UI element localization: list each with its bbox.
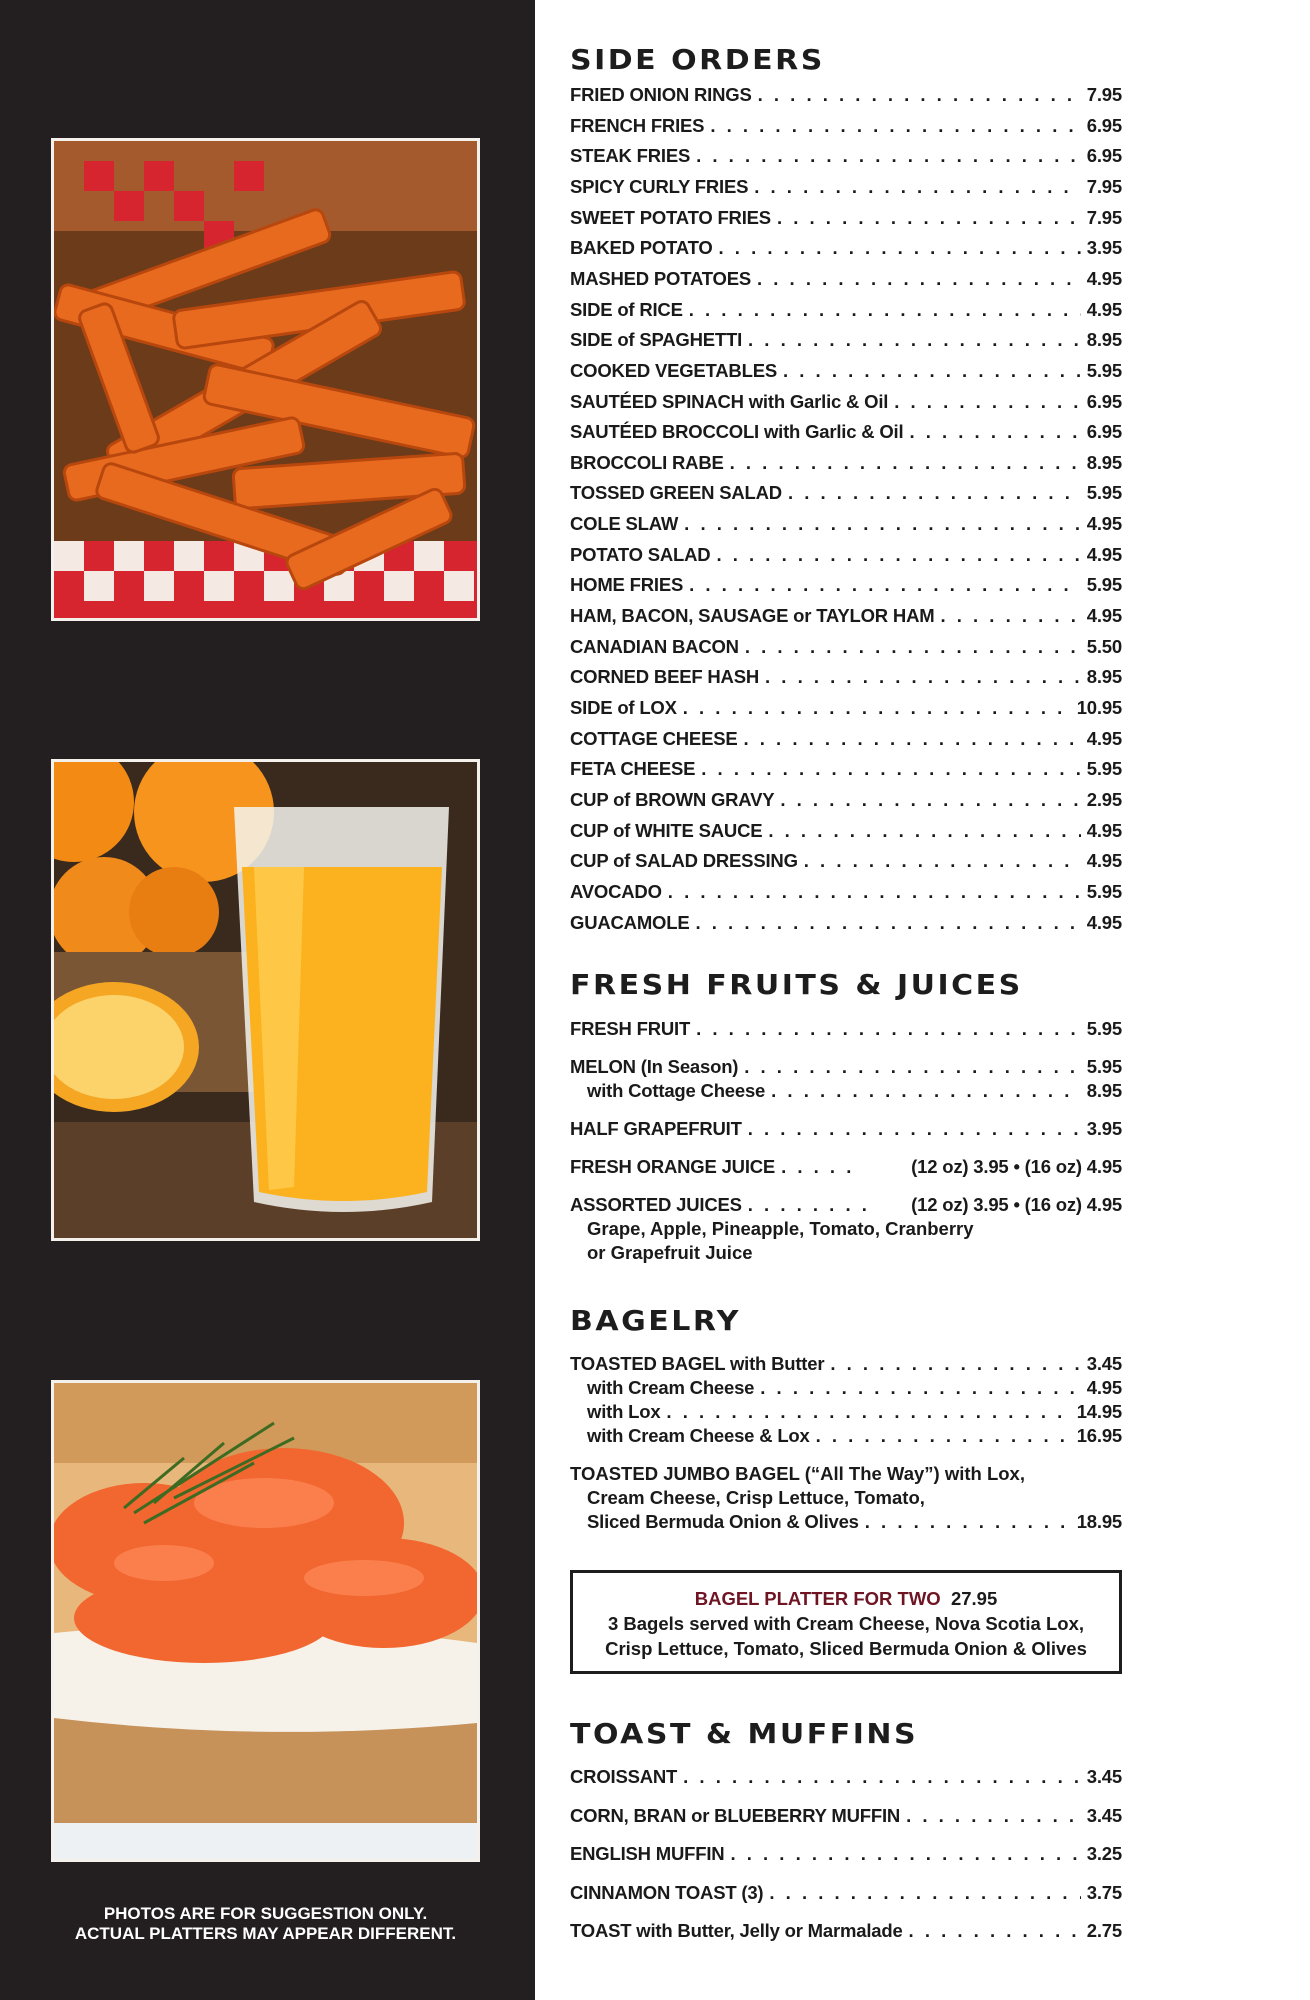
item-name: AVOCADO: [570, 880, 662, 902]
menu-item: Sliced Bermuda Onion & Olives . . . 18.95: [570, 1510, 1122, 1534]
dot-leader: [668, 880, 1081, 904]
menu-item: [570, 788, 1122, 812]
item-price: 2.95: [1086, 788, 1122, 810]
menu-item: [570, 420, 1122, 444]
menu-item: [570, 390, 1122, 414]
item-name: CORNED BEEF HASH: [570, 666, 760, 688]
menu-item: [570, 175, 1122, 199]
item-name: GUACAMOLE: [570, 911, 690, 933]
item-price: 4.95: [1086, 605, 1122, 627]
menu-item: [570, 328, 1122, 352]
item-name: BAKED POTATO: [570, 237, 713, 259]
menu-item: [570, 512, 1122, 536]
item-name: COOKED VEGETABLES: [570, 359, 777, 381]
item-price: 2.75: [1086, 1920, 1122, 1941]
menu-item: [570, 236, 1122, 260]
dot-leader: [780, 788, 1080, 812]
side-orders-heading: SIDE ORDERS: [570, 44, 825, 77]
item-price: 4.95: [1086, 819, 1122, 841]
item-price: 4.95: [1086, 298, 1122, 320]
dot-leader: [748, 328, 1081, 352]
dot-leader: [804, 849, 1081, 873]
dot-leader: [683, 1765, 1081, 1789]
dot-leader: [788, 481, 1081, 505]
item-price: 6.95: [1086, 390, 1122, 412]
menu-item: [570, 451, 1122, 475]
menu-item: [570, 359, 1122, 383]
item-name: FRIED ONION RINGS: [570, 84, 752, 105]
menu-item: [570, 1881, 1122, 1905]
dot-leader: [909, 1919, 1081, 1943]
item-name: CROISSANT: [570, 1766, 678, 1787]
dot-leader: [906, 1804, 1081, 1828]
item-price: 3.95: [1086, 237, 1122, 259]
item-price: 5.95: [1086, 482, 1122, 504]
disclaimer-line-2: ACTUAL PLATTERS MAY APPEAR DIFFERENT.: [74, 1924, 457, 1943]
item-price: 7.95: [1086, 175, 1122, 197]
menu-item: [570, 206, 1122, 230]
menu-item: HALF GRAPEFRUIT . . . 3.95: [570, 1117, 1122, 1141]
item-price: 3.75: [1086, 1881, 1122, 1903]
dot-leader: [909, 420, 1080, 444]
platter-title: BAGEL PLATTER FOR TWO: [694, 1588, 941, 1609]
item-name: SAUTÉED SPINACH with Garlic & Oil: [570, 390, 889, 412]
item-price: 8.95: [1086, 666, 1122, 688]
item-name: CUP of WHITE SAUCE: [570, 819, 763, 841]
item-name: COTTAGE CHEESE: [570, 727, 738, 749]
toast-muffins-heading: TOAST & MUFFINS: [570, 1718, 919, 1751]
juices-description: or Grapefruit Juice: [587, 1242, 753, 1263]
platter-description: 3 Bagels served with Cream Cheese, Nova Scotia Lox,: [607, 1613, 1085, 1634]
item-name: TOAST with Butter, Jelly or Marmalade: [570, 1920, 903, 1941]
dot-leader: [695, 911, 1080, 935]
menu-item: [570, 267, 1122, 291]
item-price: 4.95: [1086, 513, 1122, 535]
item-price: 5.95: [1086, 880, 1122, 902]
item-name: FETA CHEESE: [570, 758, 696, 780]
jumbo-bagel-line: Cream Cheese, Crisp Lettuce, Tomato,: [587, 1487, 925, 1508]
menu-item: with Lox . . . 14.95: [570, 1400, 1122, 1424]
dot-leader: [744, 727, 1081, 751]
menu-item: [570, 1919, 1122, 1943]
dot-leader: [719, 236, 1081, 260]
dot-leader: [683, 696, 1071, 720]
menu-item: [570, 298, 1122, 322]
item-price: 5.95: [1086, 758, 1122, 780]
item-name: SWEET POTATO FRIES: [570, 206, 771, 228]
item-price: 4.95: [1086, 911, 1122, 933]
dot-leader: [716, 543, 1080, 567]
menu-item: [570, 1804, 1122, 1828]
item-name: CUP of SALAD DRESSING: [570, 850, 798, 872]
menu-item: with Cream Cheese . . . 4.95: [570, 1376, 1122, 1400]
item-price: 5.95: [1086, 574, 1122, 596]
dot-leader: [754, 175, 1081, 199]
dot-leader: [940, 604, 1080, 628]
item-price: 3.25: [1086, 1843, 1122, 1864]
dot-leader: [777, 206, 1081, 230]
item-name: CANADIAN BACON: [570, 635, 739, 657]
item-name: TOSSED GREEN SALAD: [570, 482, 782, 504]
item-name: ENGLISH MUFFIN: [570, 1843, 725, 1864]
bagelry-heading: BAGELRY: [570, 1305, 742, 1338]
item-name: STEAK FRIES: [570, 145, 691, 167]
item-name: POTATO SALAD: [570, 543, 711, 565]
menu-item: [570, 880, 1122, 904]
dot-leader: [730, 451, 1081, 475]
jumbo-bagel-line: TOASTED JUMBO BAGEL (“All The Way”) with Lox,: [570, 1463, 1025, 1484]
item-name: CORN, BRAN or BLUEBERRY MUFFIN: [570, 1804, 901, 1826]
item-price: 4.95: [1086, 267, 1122, 289]
item-name: MASHED POTATOES: [570, 267, 751, 289]
menu-item: FRESH ORANGE JUICE . . . (12 oz) 3.95 • (16 oz) 4.95: [570, 1155, 1122, 1179]
sweet-potato-fries-photo: [51, 138, 480, 621]
dot-leader: [768, 819, 1080, 843]
menu-item: [570, 727, 1122, 751]
platter-description: Crisp Lettuce, Tomato, Sliced Bermuda Onion & Olives: [605, 1638, 1087, 1659]
menu-item: [570, 665, 1122, 689]
item-price: 4.95: [1086, 727, 1122, 749]
item-price: 10.95: [1076, 697, 1122, 718]
item-price: 6.95: [1086, 114, 1122, 136]
item-price: 3.45: [1086, 1804, 1122, 1826]
item-name: HOME FRIES: [570, 574, 684, 596]
menu-item: [570, 481, 1122, 505]
dot-leader: [689, 298, 1081, 322]
dot-leader: [701, 757, 1081, 781]
item-name: COLE SLAW: [570, 513, 679, 535]
item-name: CUP of BROWN GRAVY: [570, 788, 775, 810]
dot-leader: [745, 635, 1081, 659]
platter-price: 27.95: [950, 1588, 998, 1609]
item-name: FRENCH FRIES: [570, 114, 705, 136]
dot-leader: [757, 267, 1081, 291]
menu-item: [570, 543, 1122, 567]
item-price: 5.50: [1086, 635, 1122, 657]
menu-item: with Cream Cheese & Lox . . . 16.95: [570, 1424, 1122, 1448]
disclaimer-line-1: PHOTOS ARE FOR SUGGESTION ONLY.: [103, 1904, 428, 1923]
menu-item: [570, 849, 1122, 873]
menu-item: [570, 1765, 1122, 1789]
dot-leader: [684, 512, 1081, 536]
menu-item: MELON (In Season) . . . 5.95: [570, 1055, 1122, 1079]
item-name: SIDE of SPAGHETTI: [570, 329, 743, 351]
item-name: SIDE of RICE: [570, 298, 683, 320]
orange-juice-photo: [51, 759, 480, 1241]
menu-item: [570, 573, 1122, 597]
menu-item: [570, 757, 1122, 781]
dot-leader: [765, 665, 1081, 689]
juices-description: Grape, Apple, Pineapple, Tomato, Cranberry: [587, 1218, 974, 1239]
item-price: 7.95: [1086, 84, 1122, 105]
menu-item: ASSORTED JUICES . . . (12 oz) 3.95 • (16 oz) 4.95: [570, 1193, 1122, 1217]
menu-item: [570, 635, 1122, 659]
menu-item: [570, 911, 1122, 935]
item-name: SIDE of LOX: [570, 697, 677, 718]
dot-leader: [696, 144, 1081, 168]
photo-disclaimer: [51, 1904, 480, 1944]
item-price: 7.95: [1086, 206, 1122, 228]
menu-item: [570, 819, 1122, 843]
item-name: CINNAMON TOAST (3): [570, 1881, 764, 1903]
menu-item: [570, 114, 1122, 138]
lox-bagel-photo: [51, 1380, 480, 1862]
item-price: 6.95: [1086, 145, 1122, 167]
dot-leader: [894, 390, 1081, 414]
item-price: 4.95: [1086, 543, 1122, 565]
dot-leader: [758, 83, 1081, 107]
dot-leader: [769, 1881, 1080, 1905]
item-price: 8.95: [1086, 451, 1122, 473]
item-price: 4.95: [1086, 850, 1122, 872]
dot-leader: [689, 573, 1081, 597]
item-price: 6.95: [1086, 421, 1122, 443]
item-name: SAUTÉED BROCCOLI with Garlic & Oil: [570, 421, 904, 443]
bagel-platter-box: [570, 1570, 1122, 1674]
menu-item: [570, 696, 1122, 720]
item-price: 5.95: [1086, 359, 1122, 381]
menu-item: FRESH FRUIT . . . 5.95: [570, 1017, 1122, 1041]
dot-leader: [783, 359, 1081, 383]
photo-sidebar: [0, 0, 535, 2000]
item-name: SPICY CURLY FRIES: [570, 175, 749, 197]
item-name: BROCCOLI RABE: [570, 451, 724, 473]
menu-item: [570, 144, 1122, 168]
menu-item: TOASTED BAGEL with Butter . . . 3.45: [570, 1352, 1122, 1376]
fruits-juices-heading: FRESH FRUITS & JUICES: [570, 969, 1023, 1002]
item-price: 3.45: [1086, 1766, 1122, 1787]
menu-item: [570, 1842, 1122, 1866]
menu-item: with Cottage Cheese . . . 8.95: [570, 1079, 1122, 1103]
menu-item: [570, 83, 1122, 107]
menu-item: [570, 604, 1122, 628]
item-price: 8.95: [1086, 329, 1122, 351]
item-name: HAM, BACON, SAUSAGE or TAYLOR HAM: [570, 605, 935, 627]
dot-leader: [710, 114, 1080, 138]
dot-leader: [730, 1842, 1080, 1866]
